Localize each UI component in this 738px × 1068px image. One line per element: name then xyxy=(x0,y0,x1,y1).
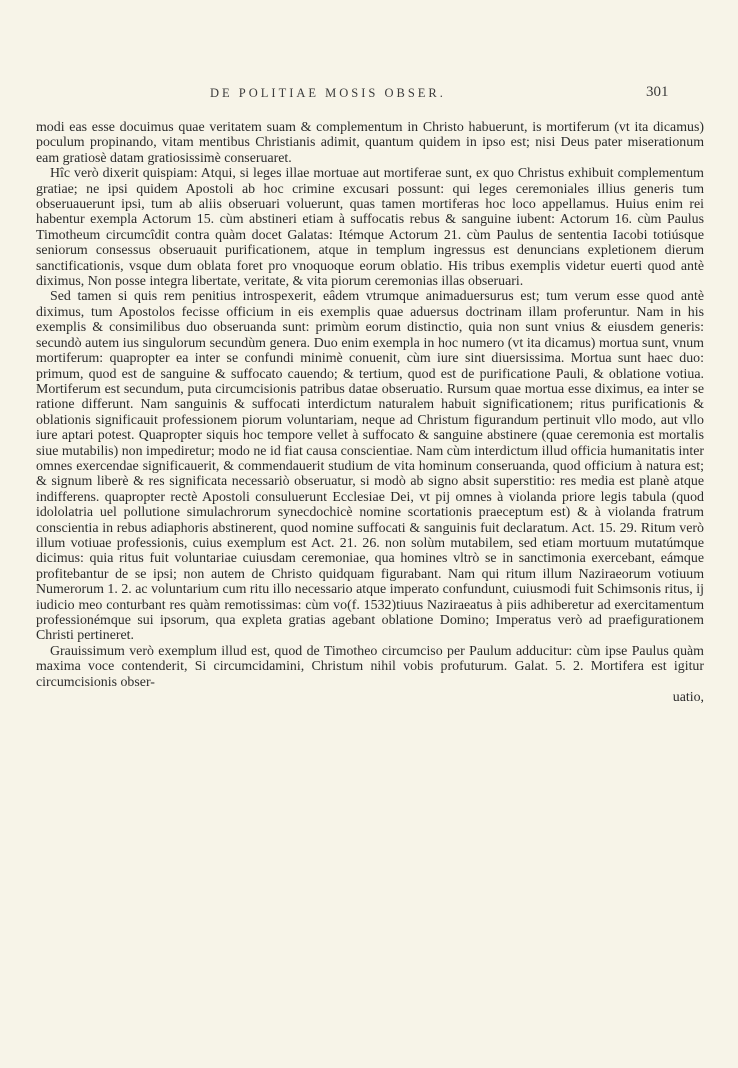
page-number: 301 xyxy=(646,84,669,100)
page-header xyxy=(0,86,738,106)
running-head: DE POLITIAE MOSIS OBSER. xyxy=(210,86,446,100)
catchword-line: uatio, xyxy=(672,690,704,706)
paragraph-3: Sed tamen si quis rem penitius introspexerit, eâdem vtrumque animaduersurus est; tum verum esse quod antè diximus, tum Apostolos fecisse officium in eis exemplis quae aduersus doctrinam illam proferuntur. Nam in his exemplis & consimilibus duo obseruanda sunt: primùm eorum distinctio, quia non sunt vnius & eiusdem generis: secundò autem ius singulorum secundùm genera. Duo enim exempla in hoc numero (vt ita dicamus) mortua sunt, vnum mortiferum: quapropter ea inter se confundi minimè conuenit, cùm iure sint diuersissima. Mortua sunt haec duo: primum, quod est de sanguine & suffocato cauendo; & tertium, quod est de purificatione Pauli, & oblatione votiua. Mortiferum est secundum, puta circumcisionis patribus datae obseruatio. Rursum quae mortua esse diximus, ea inter se ratione differunt. Nam sanguinis & suffocati interdictum naturalem habuit significationem; ritus purificationis & oblationis significauit professionem piorum voluntariam, neque ad Christum figurandum pertinuit vllo modo, aut vllo iure aptari potest. Quapropter siquis hoc tempore vellet à suffocato & sanguine abstinere (quae ceremonia est mortalis siue mutabilis) non impediretur; modo ne id fiat causa conscientiae. Nam cùm interdictum illud officia humanitatis inter omnes exercendae significauerit, & commendauerit studium de vita hominum conseruanda, quod officium à natura est; & signum liberè & res significata necessariò obseruatur, si modò ab signo absit superstitio: res media est planè atque indifferens. quapropter rectè Apostoli consuluerunt Ecclesiae Dei, vt pij omnes à violanda priore legis tabula (quod idololatria uel pollutione simulachrorum synecdochicè nomine scortationis praeceptum est) & à violanda fratrum conscientia in rebus adiaphoris abstinerent, quod nomine suffocati & sanguinis fuit declaratum. Act. 15. 29. Ritum verò illum votiuae professionis, cuius exemplum est Act. 21. 26. non solùm mutabilem, sed etiam mortuum mutatúmque dicimus: quia ritus fuit voluntariae cuiusdam ceremoniae, qua homines vltrò se in sanctimonia exercebant, eámque profitebantur de se ipsi; non autem de Christo quidquam figurabant. Nam qui ritum illum Naziraeorum votiuum Numerorum 1. 2. ac voluntarium cum ritu illo necessario atque imperato confundunt, cuiusmodi fuit Schimsonis ritus, ij iudicio meo conturbant res quàm remotissimas: cùm vo(f. 1532)tiuus Naziraeatus à piis adhiberetur ad exercitamentum professionémque sui ipsorum, qua expleta gratias agebant oblatione Domino; Imperatus verò ad praefigurationem Christi pertineret. xyxy=(36,289,704,644)
body-text xyxy=(36,120,704,705)
paragraph-2: Hîc verò dixerit quispiam: Atqui, si leges illae mortuae aut mortiferae sunt, ex quo Christus exhibuit complementum gratiae; ne ipsi quidem Apostoli ab hoc crimine excusari possunt: qui leges ceremoniales illius generis tum obseruauerunt ipsi, tum ab aliis obseruari voluerunt, quas tamen mortiferas hoc loco appellamus. Huius enim rei habentur exempla Actorum 15. cùm abstineri etiam à suffocatis rebus & sanguine iubent: Actorum 16. cùm Paulus Timotheum circumcîdit contra quàm docet Galatas: Itémque Actorum 21. cùm Paulus de sententia Iacobi totiúsque seniorum consessus obseruauit purificationem, atque in templum ingressus est denuncians expletionem dierum sanctificationis, vsque dum oblata foret pro vnoquoque eorum oblatio. His tribus exemplis videtur euerti quod antè diximus, Non posse integra libertate, veritate, & vita piorum ceremonias illas obseruari. xyxy=(36,166,704,290)
paragraph-4: Grauissimum verò exemplum illud est, quod de Timotheo circumciso per Paulum adducitur: cùm ipse Paulus quàm maxima voce contenderit, Si circumcidamini, Christum nihil vobis profuturum. Galat. 5. 2. Mortifera est igitur circumcisionis obser- xyxy=(36,643,704,690)
paragraph-1: modi eas esse docuimus quae veritatem suam & complementum in Christo habuerunt, is mortiferum (vt ita dicamus) poculum propinando, vitam mentibus Christianis adimit, quantum quidem in ipso est; nisi Deus pater miserationum eam gratiosè datam gratiosissimè conseruaret. xyxy=(36,120,704,166)
